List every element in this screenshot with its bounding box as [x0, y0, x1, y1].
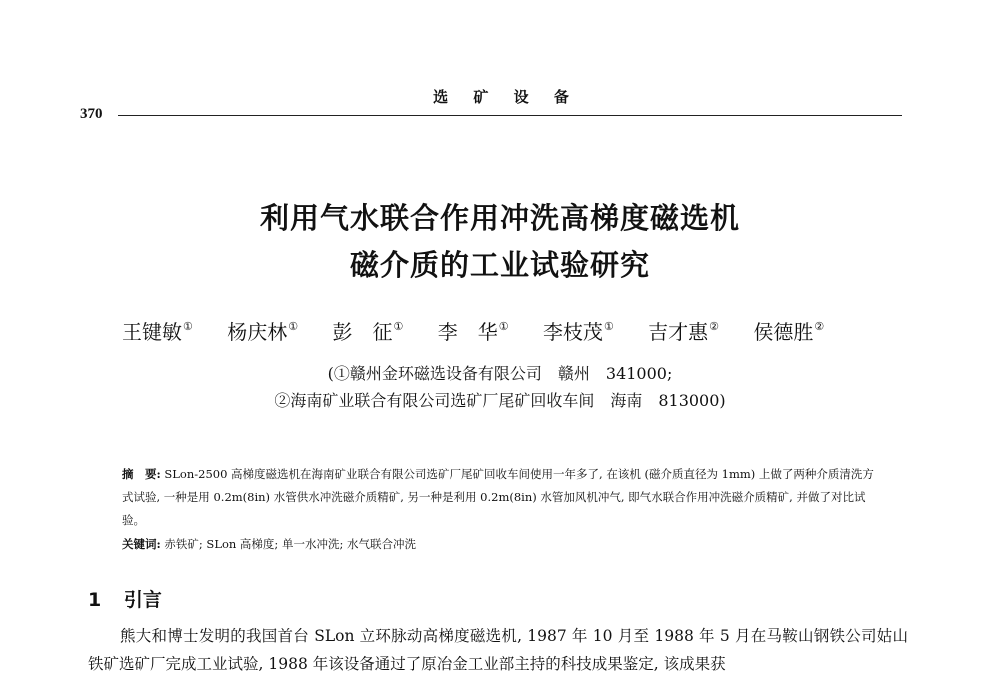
paper-title-line-2: 磁介质的工业试验研究 — [349, 248, 650, 282]
author-name: 杨庆林 — [227, 320, 288, 344]
author-name: 李 华 — [437, 320, 498, 344]
author — [227, 316, 298, 345]
author-name: 李枝茂 — [542, 320, 603, 344]
author — [648, 316, 719, 345]
abstract-label: 摘 要: — [122, 467, 161, 481]
abstract-text: SLon-2500 高梯度磁选机在海南矿业联合有限公司选矿厂尾矿回收车间使用一年多了, 在该机 (磁介质直径为 1mm) 上做了两种介质清洗方式试验, 一种是用 0.2m(8in) 水管供水冲洗磁介质精矿, 另一种是利用 0.2m(8in) 水管加风机冲气, 即气水联合作用冲洗磁介质精矿, 并做了对比试验。 — [122, 467, 874, 527]
section-title: 引言 — [123, 589, 162, 611]
page-number: 370 — [80, 106, 103, 122]
journal-name: 选 矿 设 备 — [433, 88, 579, 106]
author-name: 吉才惠 — [648, 320, 709, 344]
affiliation-mark: ① — [393, 320, 404, 333]
affiliation-mark: ② — [814, 320, 825, 333]
author — [543, 316, 614, 345]
keywords-label: 关键词: — [122, 537, 161, 551]
author-name: 侯德胜 — [753, 320, 814, 344]
keywords — [122, 536, 877, 552]
section-heading — [88, 585, 162, 612]
author — [122, 316, 193, 345]
affiliation-line-2: ②海南矿业联合有限公司选矿厂尾矿回收车间 海南 813000) — [274, 391, 726, 410]
affiliation-mark: ① — [498, 320, 509, 333]
author — [332, 316, 403, 345]
section-number: 1 — [88, 589, 102, 611]
body-paragraph: 熊大和博士发明的我国首台 SLon 立环脉动高梯度磁选机, 1987 年 10 月至 1988 年 5 月在马鞍山钢铁公司姑山铁矿选矿厂完成工业试验, 1988 年该设备通过了原冶金工业部主持的科技成果鉴定, 该成果获 — [88, 627, 908, 673]
affiliation-mark: ① — [288, 320, 299, 333]
abstract — [122, 463, 877, 532]
affiliation-mark: ① — [603, 320, 614, 333]
affiliation-mark: ② — [709, 320, 720, 333]
author-name: 彭 征 — [332, 320, 393, 344]
author — [753, 316, 824, 345]
affiliation-mark: ① — [183, 320, 193, 333]
paper-title-line-1: 利用气水联合作用冲洗高梯度磁选机 — [259, 201, 740, 235]
header-rule — [118, 115, 902, 116]
keywords-text: 赤铁矿; SLon 高梯度; 单一水冲洗; 水气联合冲洗 — [164, 537, 416, 551]
author-list — [122, 316, 882, 345]
affiliation-line-1: (①赣州金环磁选设备有限公司 赣州 341000; — [327, 364, 673, 383]
author — [438, 316, 509, 345]
author-name: 王键敏 — [122, 320, 182, 344]
